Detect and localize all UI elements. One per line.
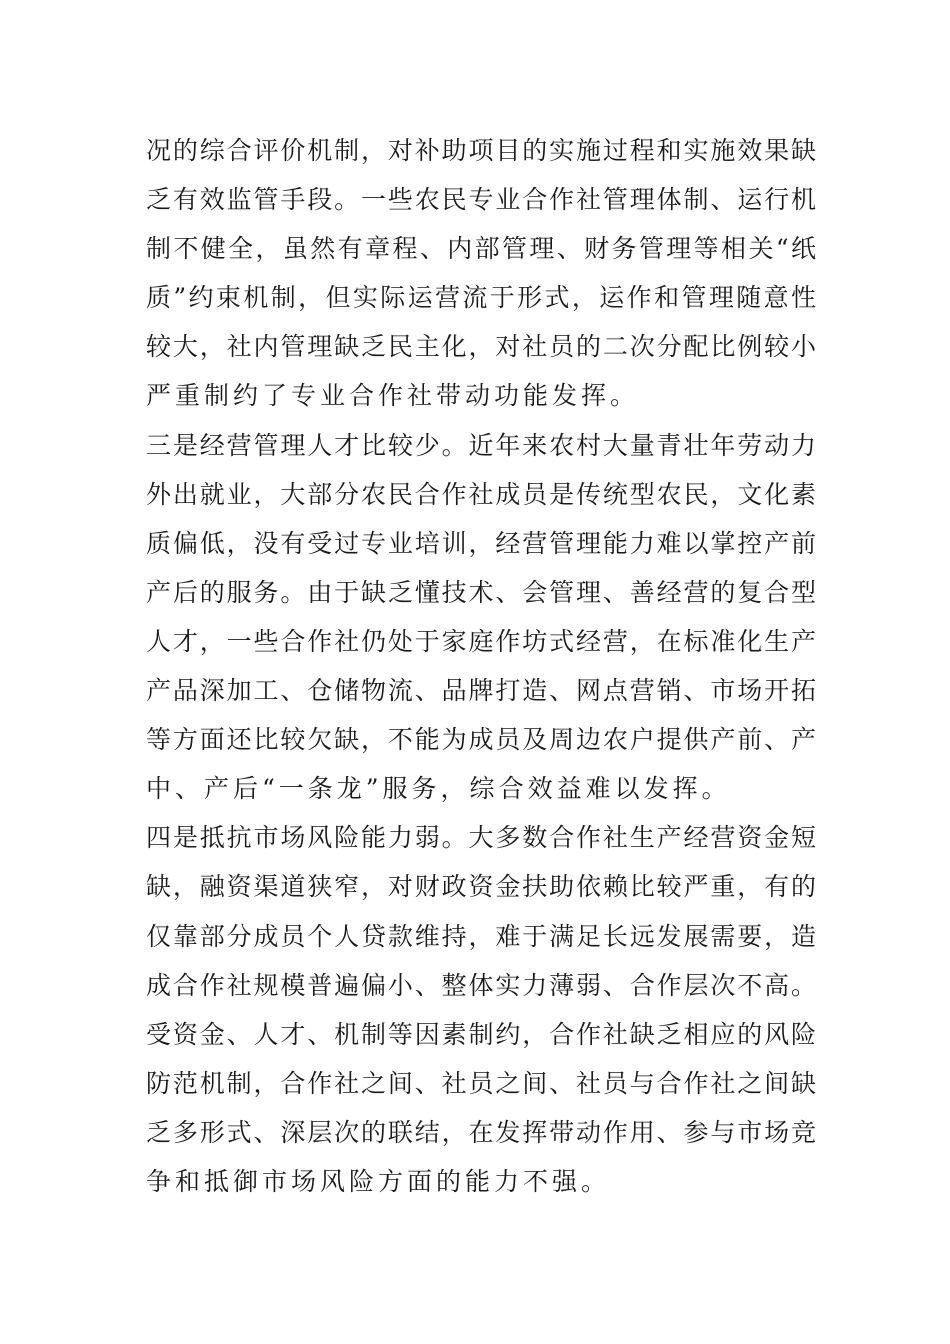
text-line: 三是经营管理人才比较少。近年来农村大量青壮年劳动力 <box>146 430 816 460</box>
text-line: 况的综合评价机制，对补助项目的实施过程和实施效果缺 <box>146 136 816 165</box>
text-line: 产品深加工、仓储物流、品牌打造、网点营销、市场开拓 <box>146 676 816 706</box>
text-line: 外出就业，大部分农民合作社成员是传统型农民，文化素 <box>146 479 816 509</box>
text-line: 四是抵抗市场风险能力弱。大多数合作社生产经营资金短 <box>146 823 816 853</box>
text-line: 严重制约了专业合作社带动功能发挥。 <box>146 381 640 411</box>
text-line: 防范机制，合作社之间、社员之间、社员与合作社之间缺 <box>146 1068 816 1098</box>
text-line: 乏多形式、深层次的联结，在发挥带动作用、参与市场竞 <box>146 1117 816 1147</box>
text-line: 乏有效监管手段。一些农民专业合作社管理体制、运行机 <box>146 185 816 215</box>
text-line: 产后的服务。由于缺乏懂技术、会管理、善经营的复合型 <box>146 577 816 607</box>
paragraph-point-three <box>146 421 816 814</box>
text-line: 成合作社规模普遍偏小、整体实力薄弱、合作层次不高。 <box>146 970 816 1000</box>
text-line: 中、产后“一条龙”服务，综合效益难以发挥。 <box>146 774 731 804</box>
body-text <box>146 126 816 1206</box>
text-line: 受资金、人才、机制等因素制约，合作社缺乏相应的风险 <box>146 1019 816 1049</box>
text-line: 缺，融资渠道狭窄，对财政资金扶助依赖比较严重，有的 <box>146 872 816 902</box>
text-line: 争和抵御市场风险方面的能力不强。 <box>146 1166 611 1196</box>
text-line: 等方面还比较欠缺，不能为成员及周边农户提供产前、产 <box>146 725 816 755</box>
text-line: 人才，一些合作社仍处于家庭作坊式经营，在标准化生产 <box>146 626 816 656</box>
paragraph-point-four <box>146 813 816 1206</box>
paragraph-continuation <box>146 126 816 421</box>
text-line: 质”约束机制，但实际运营流于形式，运作和管理随意性 <box>146 283 816 313</box>
text-line: 制不健全，虽然有章程、内部管理、财务管理等相关“纸 <box>146 234 816 264</box>
text-line: 仅靠部分成员个人贷款维持，难于满足长远发展需要，造 <box>146 921 816 951</box>
text-line: 质偏低，没有受过专业培训，经营管理能力难以掌控产前 <box>146 528 816 558</box>
text-line: 较大，社内管理缺乏民主化，对社员的二次分配比例较小 <box>146 332 816 362</box>
